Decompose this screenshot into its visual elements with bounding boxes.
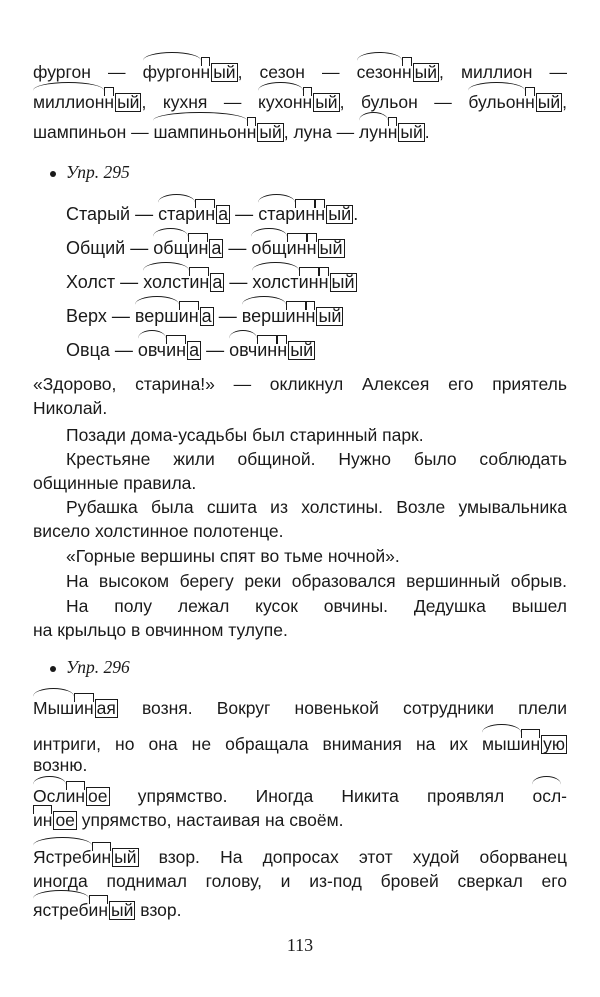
- suffix: н: [306, 238, 317, 258]
- heading-text: Упр. 295: [66, 162, 130, 182]
- ending: ый: [537, 92, 561, 112]
- base-word: Общий: [66, 238, 126, 258]
- exercise-heading: [50, 655, 130, 679]
- ending: а: [212, 272, 223, 292]
- root: общ: [251, 238, 287, 258]
- dash: —: [130, 204, 159, 224]
- word-breakdown: [258, 202, 353, 226]
- ending: ый: [414, 62, 437, 82]
- root: сезон: [356, 62, 402, 82]
- paragraph-line: на крыльцо в овчинном тулупе.: [33, 620, 288, 640]
- root: мыш: [482, 734, 521, 754]
- word-breakdown: [468, 90, 562, 114]
- suffix: ин: [286, 238, 307, 258]
- hyphen: -: [561, 786, 567, 806]
- root: бульон: [468, 92, 526, 112]
- ex296-line-7: [33, 869, 567, 893]
- paragraph-line: висело холстинное полотенце.: [33, 521, 284, 541]
- word-breakdown: [135, 304, 214, 328]
- word-breakdown: [229, 338, 315, 362]
- punctuation: .: [353, 204, 359, 224]
- suffix: н: [104, 92, 115, 112]
- text: , луна —: [283, 122, 360, 142]
- ex296-line-5: [33, 808, 567, 832]
- suffix: ин: [188, 238, 209, 258]
- dash: —: [125, 238, 154, 258]
- root: Осл: [33, 786, 66, 806]
- word-breakdown: [33, 90, 141, 114]
- base-word: Старый: [66, 204, 131, 224]
- dash: —: [213, 306, 242, 326]
- suffix: ин: [189, 272, 210, 292]
- suffix: ин: [33, 810, 53, 830]
- base-word: Верх: [66, 306, 107, 326]
- ending: ая: [96, 698, 116, 718]
- word-breakdown: [258, 90, 340, 114]
- suffix: н: [246, 122, 257, 142]
- ending: а: [189, 340, 200, 360]
- root: миллион: [33, 92, 105, 112]
- text: ,: [562, 92, 567, 112]
- ending: ый: [213, 62, 236, 82]
- dash: —: [230, 204, 259, 224]
- ending: ый: [400, 122, 423, 142]
- ending: ый: [318, 306, 342, 326]
- top-line-3: [33, 120, 567, 144]
- root: верш: [134, 306, 179, 326]
- ending: ую: [543, 734, 565, 754]
- word-breakdown: [158, 202, 230, 226]
- ex296-line-1: [33, 696, 567, 720]
- ending: ый: [315, 92, 338, 112]
- suffix: ин: [285, 306, 306, 326]
- root: верш: [241, 306, 286, 326]
- text: .: [424, 122, 430, 142]
- root: холст: [252, 272, 299, 292]
- ex296-line-6: [33, 845, 567, 869]
- text: интриги, но она не обращала внимания на их: [33, 734, 483, 754]
- text: шампиньон —: [33, 122, 154, 142]
- root: лун: [359, 122, 388, 142]
- suffix: н: [200, 62, 211, 82]
- exercise-heading: [50, 160, 130, 184]
- root: осл: [532, 786, 562, 806]
- word-breakdown: [33, 898, 135, 922]
- text: , сезон —: [237, 62, 357, 82]
- text: взор. На допросах этот худой оборванец: [138, 847, 567, 867]
- suffix: н: [525, 92, 535, 112]
- suffix: ин: [74, 698, 94, 718]
- ending: а: [201, 306, 212, 326]
- paragraph-line: На высоком берегу реки образовался вершинный обрыв.: [66, 571, 567, 591]
- suffix: н: [277, 340, 288, 360]
- suffix: ин: [257, 340, 278, 360]
- ending: ый: [319, 238, 343, 258]
- root: стар: [158, 204, 196, 224]
- suffix: н: [315, 204, 326, 224]
- paragraph-line: Николай.: [33, 398, 108, 418]
- ex296-line-4: [33, 784, 567, 808]
- suffix: н: [302, 92, 313, 112]
- word-breakdown: [33, 696, 118, 720]
- word-family-row: [66, 236, 345, 260]
- root: ястреб: [33, 900, 89, 920]
- base-word: Холст: [66, 272, 116, 292]
- top-line-1: [33, 60, 567, 84]
- ex296-line-8: [33, 898, 567, 922]
- suffix: ин: [298, 272, 319, 292]
- word-breakdown: [251, 236, 344, 260]
- root: шампиньон: [153, 122, 247, 142]
- dash: —: [106, 306, 135, 326]
- text: фургон —: [33, 62, 143, 82]
- suffix: н: [318, 272, 329, 292]
- text: , бульон —: [339, 92, 469, 112]
- suffix: ин: [91, 847, 112, 867]
- paragraph-line: общинные правила.: [33, 473, 197, 493]
- root: фургон: [142, 62, 201, 82]
- paragraph-line: На полу лежал кусок овчины. Дедушка вышел: [66, 596, 567, 616]
- word-breakdown: [242, 304, 344, 328]
- suffix: ин: [88, 900, 108, 920]
- text: взор.: [135, 900, 182, 920]
- dash: —: [201, 340, 230, 360]
- paragraph-line: «Горные вершины спят во тьме ночной».: [66, 546, 400, 566]
- bullet-icon: [50, 171, 56, 177]
- root: стар: [258, 204, 296, 224]
- paragraph-line: «Здорово, старина!» — окликнул Алексея его приятель: [33, 374, 567, 394]
- word-breakdown: [359, 120, 425, 144]
- paragraph-line: Позади дома-усадьбы был старинный парк.: [66, 425, 424, 445]
- word-family-row: [66, 338, 315, 362]
- page-number: 113: [286, 935, 314, 955]
- root: овч: [137, 340, 167, 360]
- ending: ый: [259, 122, 282, 142]
- paragraph-line: Рубашка была сшита из холстины. Возле умывальника: [66, 497, 567, 517]
- text: упрямство, настаивая на своём.: [76, 810, 344, 830]
- root: Мыш: [33, 698, 75, 718]
- suffix: ин: [166, 340, 187, 360]
- root: общ: [153, 238, 189, 258]
- word-breakdown: [153, 120, 283, 144]
- word-breakdown: [357, 60, 439, 84]
- word-breakdown: [143, 270, 224, 294]
- base-word: Овца: [66, 340, 110, 360]
- ex296-line-3: [33, 753, 567, 777]
- ending: а: [218, 204, 229, 224]
- word-breakdown: [138, 338, 201, 362]
- paragraph-line: Крестьяне жили общиной. Нужно было соблюдать: [66, 449, 567, 469]
- text: , кухня —: [141, 92, 258, 112]
- root: кухон: [257, 92, 303, 112]
- suffix: ин: [178, 306, 199, 326]
- suffix: н: [387, 122, 398, 142]
- dash: —: [109, 340, 138, 360]
- text: упрямство. Иногда Никита проявлял: [109, 786, 533, 806]
- word-breakdown: [252, 270, 356, 294]
- suffix: ин: [65, 786, 86, 806]
- text: возню.: [33, 755, 88, 775]
- suffix: н: [305, 306, 316, 326]
- suffix: ин: [520, 734, 541, 754]
- ending: ое: [88, 786, 108, 806]
- word-breakdown: [143, 60, 238, 84]
- ending: ый: [111, 900, 134, 920]
- ending: ый: [331, 272, 355, 292]
- ending: ый: [117, 92, 140, 112]
- suffix: ин: [295, 204, 316, 224]
- ending: ый: [328, 204, 352, 224]
- top-line-2: [33, 90, 567, 114]
- ending: ый: [290, 340, 314, 360]
- text: , миллион —: [438, 62, 567, 82]
- suffix: н: [401, 62, 412, 82]
- suffix: ин: [195, 204, 216, 224]
- root: овч: [229, 340, 258, 360]
- root: Ястреб: [33, 847, 92, 867]
- ending: а: [211, 238, 222, 258]
- word-family-row: [66, 304, 343, 328]
- root: холст: [143, 272, 190, 292]
- word-family-row: [66, 270, 357, 294]
- word-breakdown: [33, 845, 139, 869]
- text: иногда поднимал голову, и из-под бровей сверкал его: [33, 871, 567, 891]
- text: возня. Вокруг новенькой сотрудники плели: [117, 698, 567, 718]
- word-family-row: [66, 202, 358, 226]
- ending: ый: [114, 847, 137, 867]
- ending: ое: [55, 810, 75, 830]
- heading-text: Упр. 296: [66, 657, 130, 677]
- dash: —: [115, 272, 144, 292]
- word-breakdown: [153, 236, 223, 260]
- dash: —: [223, 238, 252, 258]
- dash: —: [224, 272, 253, 292]
- bullet-icon: [50, 666, 56, 672]
